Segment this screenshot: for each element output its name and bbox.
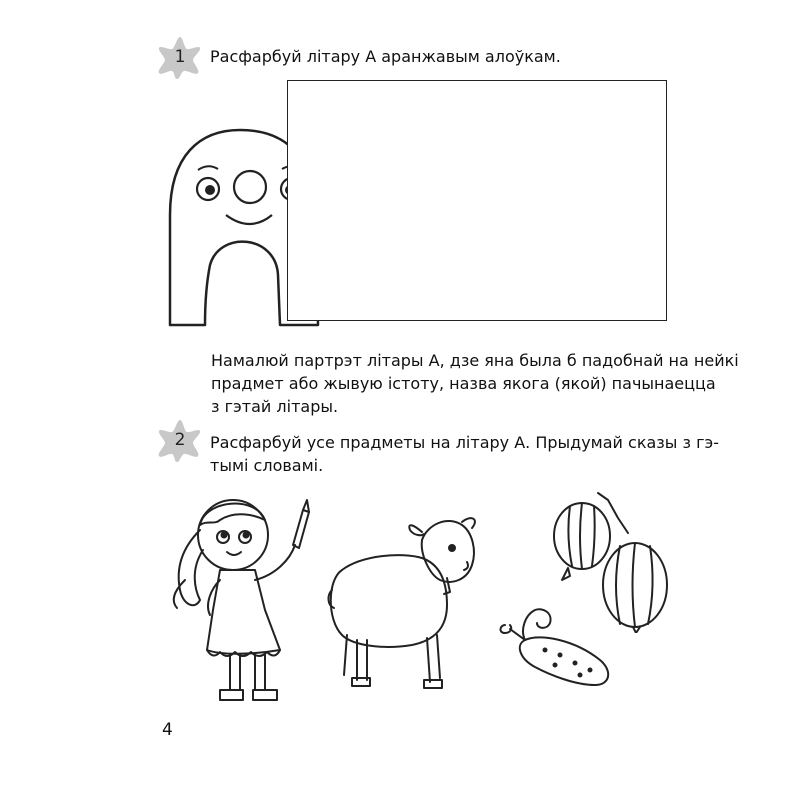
sheep[interactable] bbox=[322, 510, 492, 690]
task-1-star-badge bbox=[157, 34, 203, 80]
task-2-text-line-2: тымі словамі. bbox=[210, 456, 324, 475]
drawing-instruction-line-3: з гэтай літары. bbox=[211, 397, 339, 416]
drawing-instruction-line-2: прадмет або жывую істоту, назва якога (якой) пачынаецца bbox=[211, 374, 716, 393]
cucumber[interactable] bbox=[495, 605, 620, 690]
page-number: 4 bbox=[162, 720, 173, 740]
task-1-text: Расфарбуй літару А аранжавым алоўкам. bbox=[210, 47, 561, 66]
task-2-text-line-1: Расфарбуй усе прадметы на літару А. Прыдумай сказы з гэ- bbox=[210, 433, 720, 452]
task-2-star-badge bbox=[157, 417, 203, 463]
drawing-frame[interactable] bbox=[287, 80, 667, 321]
girl-with-pencil[interactable] bbox=[165, 490, 315, 710]
task-2-number: 2 bbox=[174, 430, 186, 450]
drawing-instruction-line-1: Намалюй партрэт літары А, дзе яна была б падобнай на нейкі bbox=[211, 351, 739, 370]
task-1-number: 1 bbox=[174, 47, 186, 67]
